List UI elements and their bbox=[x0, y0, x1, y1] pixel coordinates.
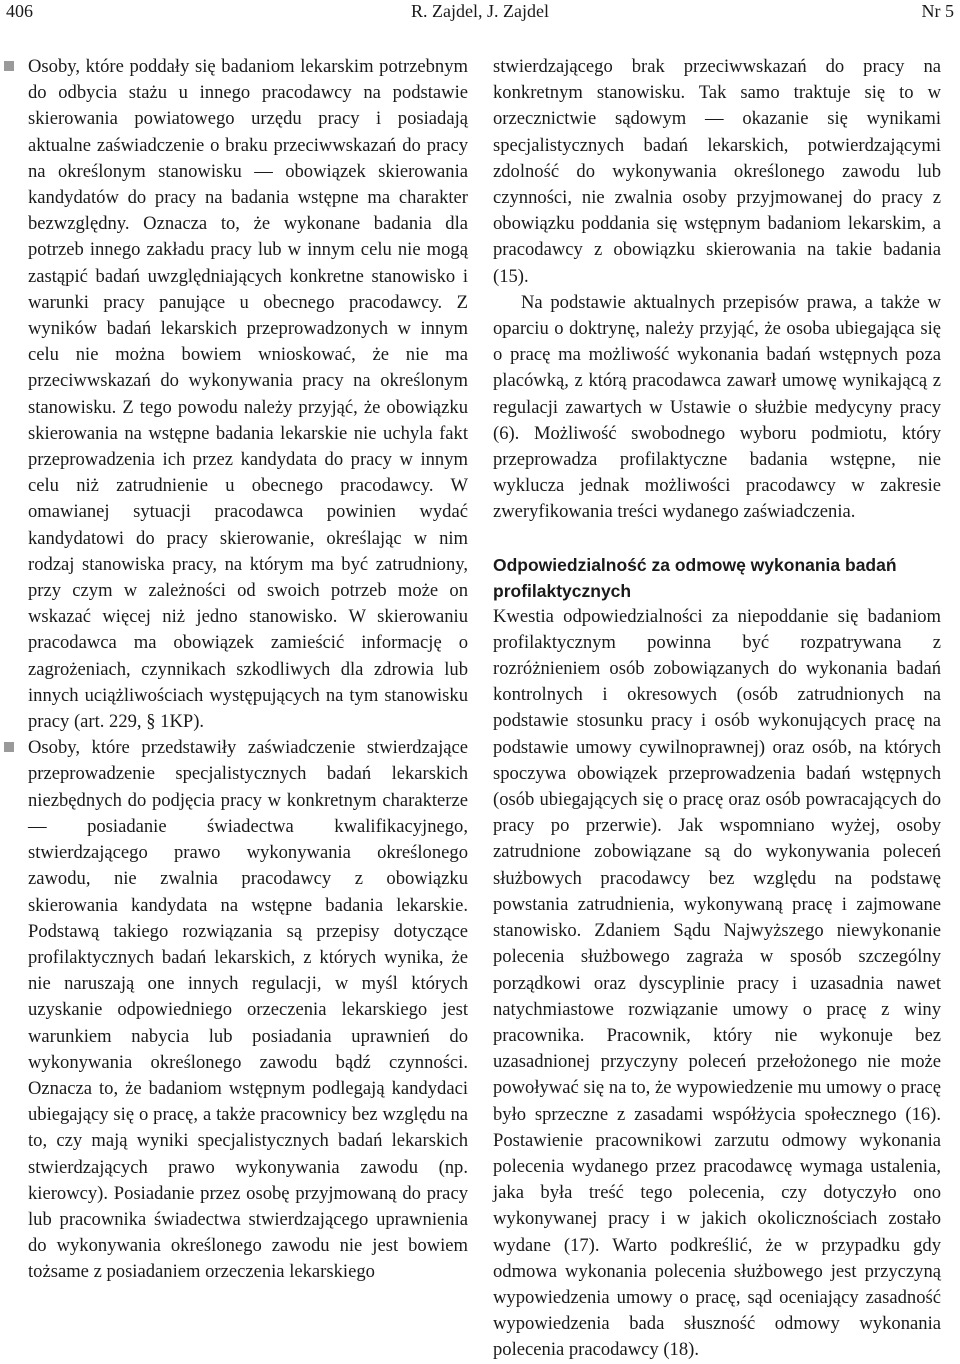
issue-number: Nr 5 bbox=[921, 1, 954, 21]
right-column bbox=[493, 54, 941, 1364]
square-bullet-icon bbox=[4, 61, 14, 71]
left-column bbox=[28, 54, 468, 1286]
square-bullet-icon bbox=[4, 742, 14, 752]
paragraph-continuation: stwierdzającego brak przeciwwskazań do pracy na konkretnym stanowisku. Tak samo traktuje się to w orzecznictwie sądowym — okazanie się wynikami specjalistycznych badań lekarskich, potwierdzającymi zdolność do wykonywania określonego zawodu lub czynności, nie zwalnia osoby przyjmowanej do pracy z obowiązku poddania się wstępnym badaniom lekarskim, a pracodawcy z obowiązku skierowania na takie badania (15). bbox=[493, 56, 941, 287]
section-heading: Odpowiedzialność za odmowę wykonania badań profilaktycznych bbox=[493, 554, 897, 601]
running-header bbox=[6, 0, 954, 24]
list-item bbox=[28, 735, 468, 1285]
paragraph: Na podstawie aktualnych przepisów prawa, a także w oparciu o doktrynę, należy przyjąć, że osoba ubiegająca się o pracę ma możliwość wykonania badań wstępnych poza placówką, z którą pracodawca zawarł umowę wynikającą z regulacji zawartych w Ustawie o służbie medycyny pracy (6). Możliwość swobodnego wyboru podmiotu, który przeprowadza profilaktyczne badania wstępne, nie wyklucza jednak możliwości pracodawcy w zakresie zweryfikowania treści wydanego zaświadczenia. bbox=[493, 291, 941, 523]
author-line: R. Zajdel, J. Zajdel bbox=[411, 1, 549, 21]
list-item-text: Osoby, które przedstawiły zaświadczenie stwierdzające przeprowadzenie specjalistycznych badań lekarskich niezbędnych do podjęcia pracy w konkretnym charakterze — posiadanie świadectwa kwalifikacyjnego, stwierdzającego prawo wykonywania określonego zawodu, nie zwalnia pracodawcy z obowiązku skierowania kandydata na wstępne badania lekarskie. Podstawą takiego rozwiązania są przepisy dotyczące profilaktycznych badań lekarskich, z których wynika, że nie naruszają one innych regulacji, w myśl których uzyskanie odpowiedniego orzeczenia lekarskiego jest warunkiem nabycia lub posiadania uprawnień do wykonywania określonego zawodu bądź czynności. Oznacza to, że badaniom wstępnym podlegają kandydaci ubiegający się o pracę, a także pracownicy bez względu na to, czy mają wyniki specjalistycznych badań lekarskich stwierdzających prawo wykonywania zawodu (np. kierowcy). Posiadanie przez osobę przyjmowaną do pracy lub pracownika świadectwa stwierdzającego uprawnienia do wykonywania określonego zawodu nie jest bowiem tożsame z posiadaniem orzeczenia lekarskiego bbox=[28, 737, 468, 1283]
list-item bbox=[28, 54, 468, 735]
paragraph: Kwestia odpowiedzialności za niepoddanie się badaniom profilaktycznym powinna być rozpatrywana z rozróżnieniem osób zobowiązanych do wykonania badań kontrolnych i okresowych (osób zatrudnionych na podstawie stosunku pracy i osób wykonujących pracę na podstawie umowy cywilnoprawnej) oraz osób, na których spoczywa obowiązek przeprowadzenia badań wstępnych (osób ubiegających się o pracę oraz osób powracających do pracy po przerwie). Jak wspomniano wyżej, osoby zatrudnione zobowiązane są do wykonywania poleceń służbowych pracodawcy bez względu na podstawę powstania zatrudnienia, wykonywaną pracę i zajmowane stanowisko. Zdaniem Sądu Najwyższego niewykonanie polecenia służbowego zagraża w sposób szczególny porządkowi oraz dyscyplinie pracy i uzasadnia nawet natychmiastowe rozwiązanie umowy o pracę z winy pracownika. Pracownik, który nie wykonuje bez uzasadnionej przyczyny poleceń przełożonego nie może powoływać się na to, że wypowiedzenie mu umowy o pracę było sprzeczne z zasadami współżycia społecznego (16). Postawienie pracownikowi zarzutu odmowy wykonania polecenia wydanego przez pracodawcę wymaga ustalenia, jaka była treść tego polecenia, czy dotyczyło ono wykonywanej pracy i w jakich okolicznościach zostało wydane (17). Warto podkreślić, że w przypadku gdy odmowa wykonania polecenia służbowego jest przyczyną wypowiedzenia umowy o pracę, sąd oceniający zasadność wypowiedzenia bada słuszność odmowy wykonania polecenia pracodawcy (18). bbox=[493, 605, 941, 1361]
list-item-text: Osoby, które poddały się badaniom lekarskim potrzebnym do odbycia stażu u innego pracodawcy na podstawie skierowania powiatowego urzędu pracy i posiadają aktualne zaświadczenie o braku przeciwwskazań do pracy na określonym stanowisku — obowiązek skierowania kandydatów do pracy na badania wstępne ma charakter bezwzględny. Oznacza to, że wykonane badania dla potrzeb innego zakładu pracy lub w innym celu nie mogą zastąpić badań uwzględniających konkretne stanowisko i warunki pracy panujące u obecnego pracodawcy. Z wyników badań lekarskich przeprowadzonych w innym celu nie można bowiem wnioskować, że nie ma przeciwwskazań do wykonywania pracy na określonym stanowisku. Z tego powodu należy przyjąć, że obowiązku skierowania na wstępne badania lekarskie nie uchyla fakt przeprowadzenia ich przez kandydata do pracy w innym celu niż zatrudnienie u obecnego pracodawcy. W omawianej sytuacji pracodawca powinien wydać kandydatowi do pracy skierowanie, określając w nim rodzaj stanowiska pracy, na którym ma być zatrudniony, przy czym w zależności od swoich potrzeb może on wskazać więcej niż jedno stanowisko. W skierowaniu pracodawca ma obowiązek zamieścić informację o zagrożeniach, czynnikach szkodliwych dla zdrowia lub innych uciążliwościach występujących na tym stanowisku pracy (art. 229, § 1KP). bbox=[28, 56, 468, 733]
page-number: 406 bbox=[6, 1, 33, 21]
